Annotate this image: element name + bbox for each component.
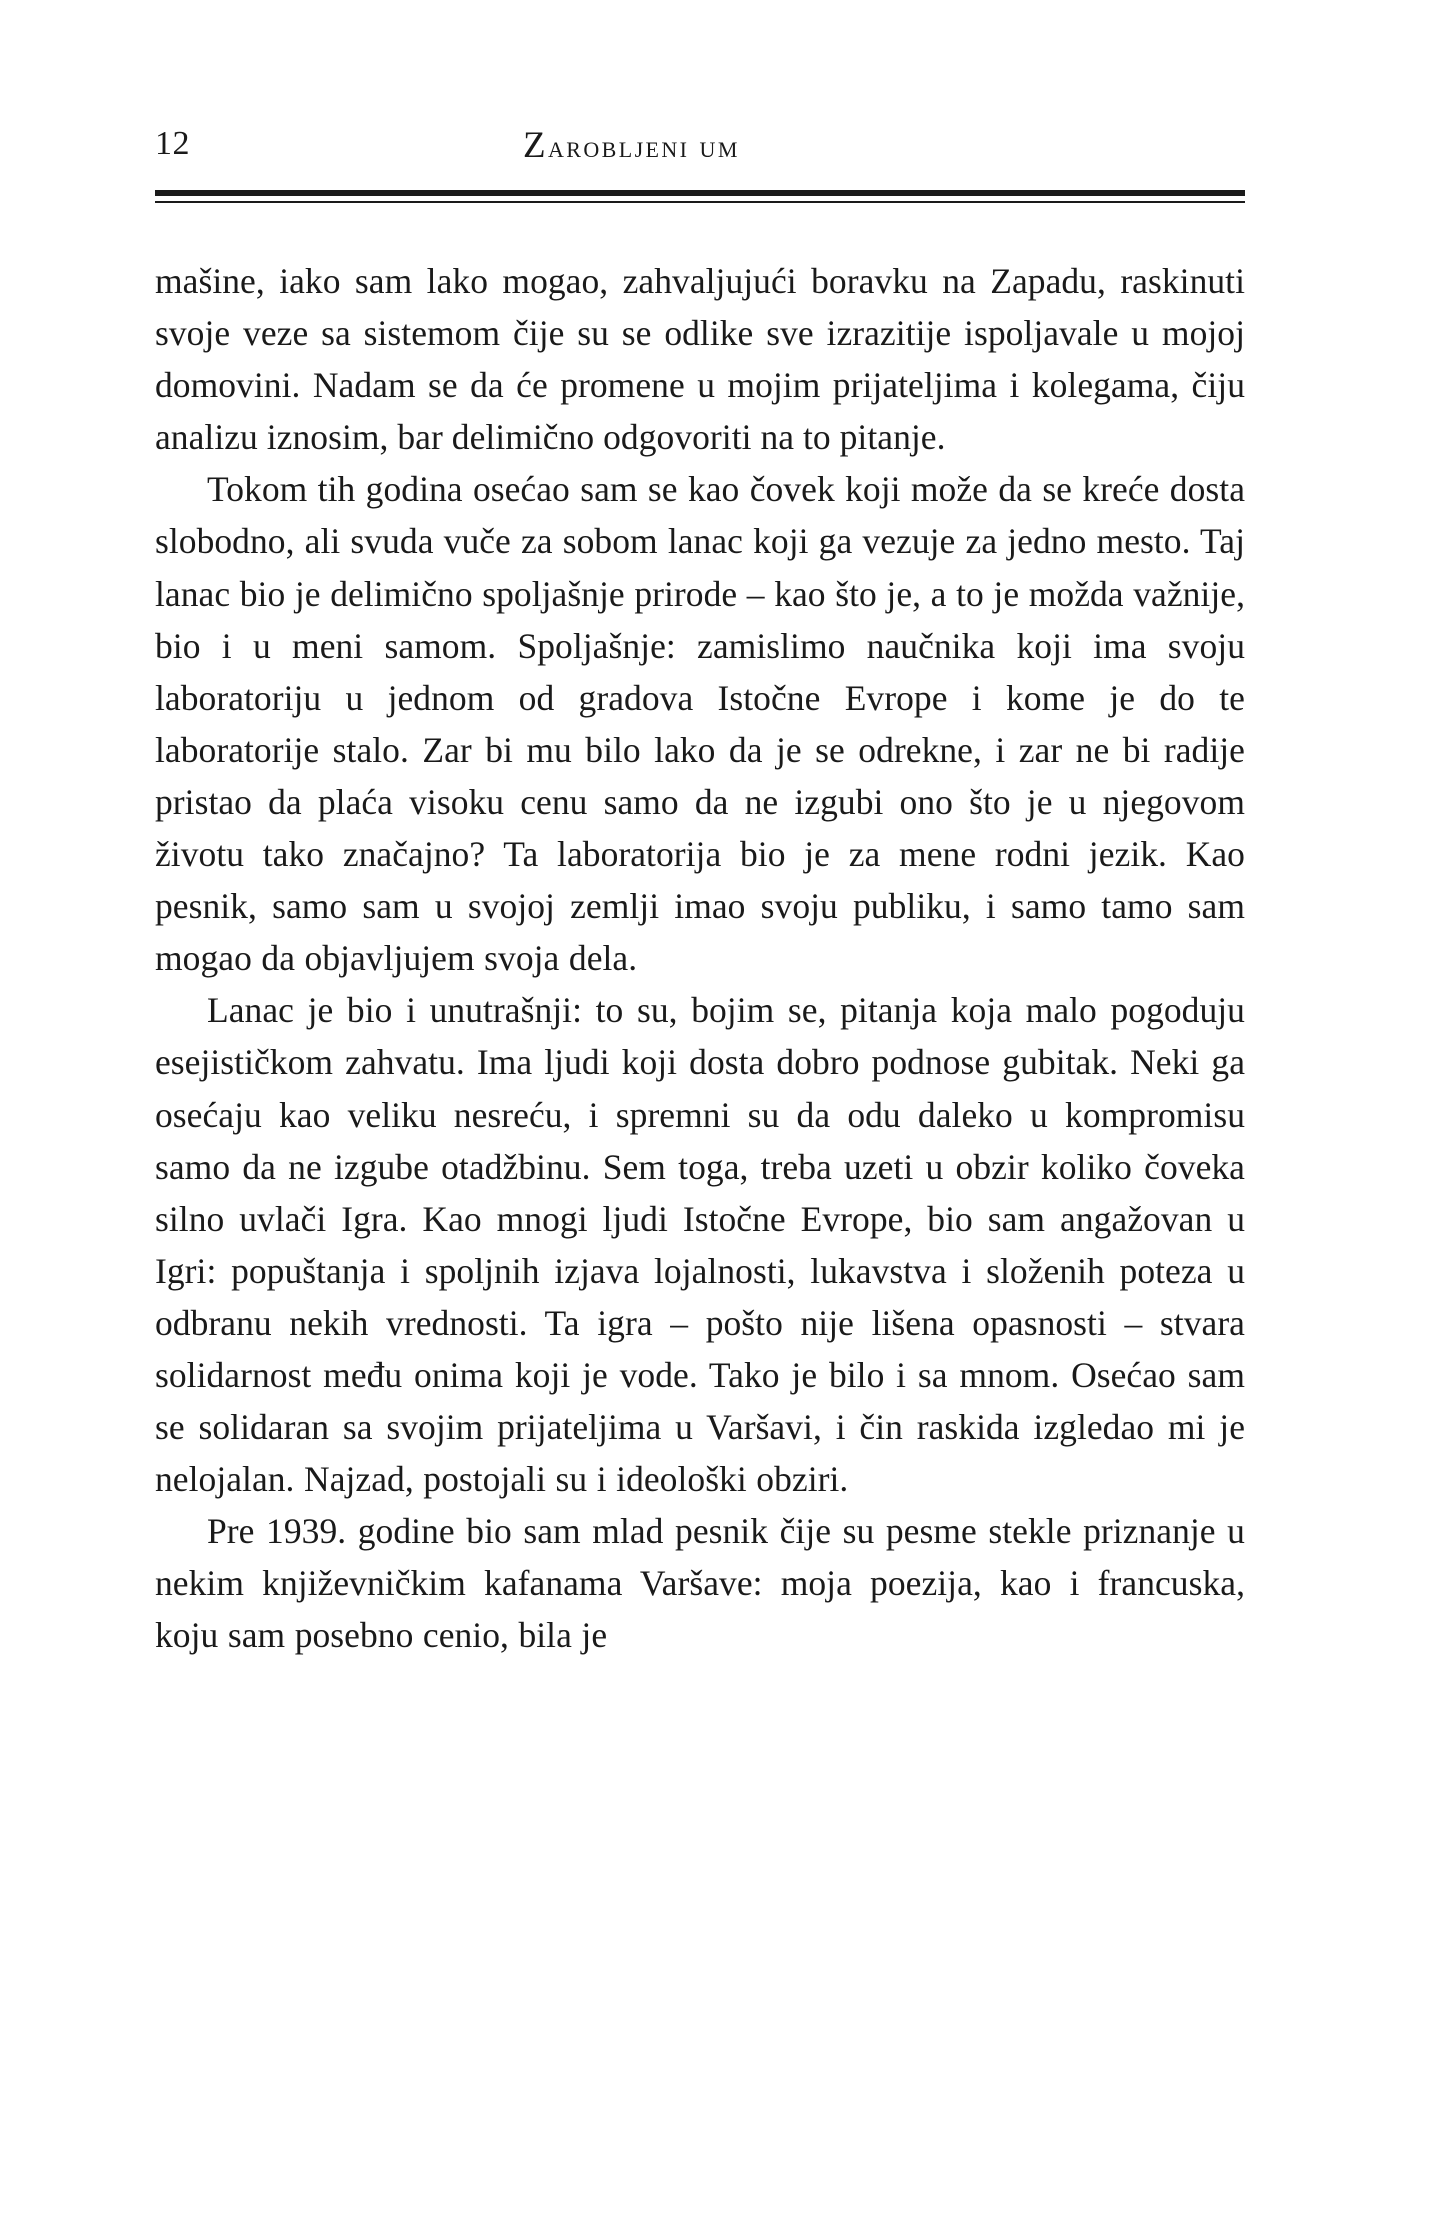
rule-thin xyxy=(155,201,1245,203)
body-text-column xyxy=(155,255,1245,1662)
paragraph: Pre 1939. godine bio sam mlad pesnik čije su pesme stekle priznanje u nekim književničkim kafanama Varšave: moja poezija, kao i francuska, koju sam posebno cenio, bila je xyxy=(155,1511,1245,1656)
paragraph: mašine, iako sam lako mogao, zahvaljujući boravku na Zapadu, raskinuti svoje veze sa sistemom čije su se odlike sve izrazitije ispoljavale u mojoj domovini. Nadam se da će promene u mojim prijateljima i kolegama, čiju analizu iznosim, bar delimično odgovoriti na to pitanje. xyxy=(155,261,1245,458)
page-number: 12 xyxy=(155,125,190,162)
paragraph: Lanac je bio i unutrašnji: to su, bojim se, pitanja koja malo pogoduju esejističkom zahvatu. Ima ljudi koji dosta dobro podnose gubitak. Neki ga osećaju kao veliku nesreću, i spremni su da odu daleko u kompromisu samo da ne izgube otadžbinu. Sem toga, treba uzeti u obzir koliko čoveka silno uvlači Igra. Kao mnogi ljudi Istočne Evrope, bio sam angažovan u Igri: popuštanja i spoljnih izjava lojalnosti, lukavstva i složenih poteza u odbranu nekih vrednosti. Ta igra – pošto nije lišena opasnosti – stvara solidarnost među onima koji je vode. Tako je bilo i sa mnom. Osećao sam se solidaran sa svojim prijateljima u Varšavi, i čin raskida izgledao mi je nelojalan. Najzad, postojali su i ideološki obziri. xyxy=(155,990,1245,1500)
book-title xyxy=(523,124,740,169)
book-title-rest: arobljeni um xyxy=(548,129,740,164)
header-double-rule xyxy=(155,190,1245,203)
running-head xyxy=(155,122,1230,176)
book-title-initial: Z xyxy=(523,125,549,166)
paragraph: Tokom tih godina osećao sam se kao čovek koji može da se kreće dosta slobodno, ali svuda vuče za sobom lanac koji ga vezuje za jedno mesto. Taj lanac bio je delimično spoljašnje prirode – kao što je, a to je možda važnije, bio i u meni samom. Spoljašnje: zamislimo naučnika koji ima svoju laboratoriju u jednom od gradova Istočne Evrope i kome je do te laboratorije stalo. Zar bi mu bilo lako da je se odrekne, i zar ne bi radije pristao da plaća visoku cenu samo da ne izgubi ono što je u njegovom životu tako značajno? Ta laboratorija bio je za mene rodni jezik. Kao pesnik, samo sam u svojoj zemlji imao svoju publiku, i samo tamo sam mogao da objavljujem svoja dela. xyxy=(155,469,1245,979)
